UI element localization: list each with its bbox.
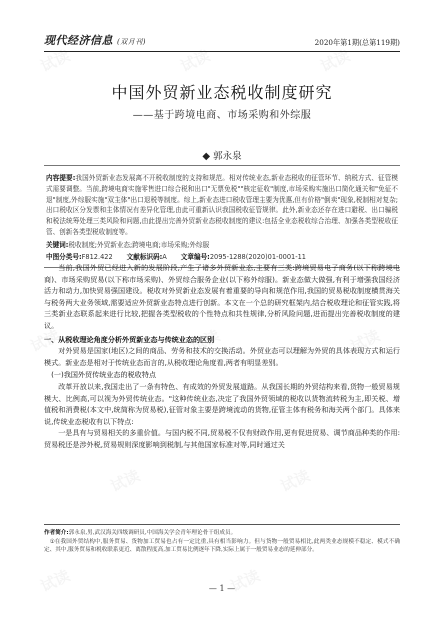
- doc-code-label: 文献标识码:: [126, 252, 163, 261]
- abstract-block: [44, 165, 400, 268]
- journal-name: 现代经济信息: [44, 34, 113, 47]
- footnote-note: ①在我国外贸结构中,服务贸易、货物加工贸易也占有一定比重,具有相当影响力。但与货物一般贸易相比,此两类业态规模不稳定、模式不确定、其中,服务贸易和税收联系更近、离散程度高,加工贸易比例逐年下降,实际上属于一般贸易业态的延伸部分。: [44, 538, 400, 554]
- footnote-block: [44, 524, 400, 555]
- keywords-text: 税收制度;外贸新业态;跨境电商;市场采购;外综服: [68, 240, 210, 249]
- journal-period: (双月刊): [117, 38, 146, 46]
- clc-field: [46, 252, 113, 263]
- running-header: [44, 30, 400, 52]
- clc-value: F812.422: [81, 252, 113, 261]
- article-title: 中国外贸新业态税收制度研究: [111, 83, 333, 102]
- intro-paragraph: 当前,我国外贸已经进入新的发展阶段,产生了诸多外贸新业态,主要有三类:跨境贸易电子商务(以下称跨境电商)、市场采购贸易(以下称市场采购)、外贸综合服务企业(以下称外综服)。新业态做大做强,有利于增强我国经济活力和动力,加快贸易强国建设。税收对外贸新业态发展有着重要的导向和规范作用,我国的贸易税收制度横贯海关与税务两大业务领域,需要适应外贸新业态特点进行创新。本文在一个总的研究框架内,结合税收理论和征管实践,将三类新业态联系起来进行比较,把握各类型税收的个性特点和共性规律,分析风险问题,进而提出完善税收制度的建议。: [44, 263, 400, 330]
- document-page: [44, 0, 400, 620]
- article-body: [44, 262, 400, 451]
- diamond-icon: ◆: [202, 151, 211, 162]
- keywords-line: [46, 240, 398, 251]
- article-id-value: 2095-1288(2020)01-0001-11: [209, 252, 306, 261]
- author-name: 郭永泉: [213, 151, 242, 162]
- abstract-paragraph: [46, 173, 398, 238]
- author-bio: [44, 529, 400, 538]
- body-paragraph: 一是具有与贸易相关的多重价值。与国内税不同,贸易税不仅有财政作用,更有促进贸易、调节商品种类的作用:贸易税还是涉外税,贸易规则深度影响到税制,与其他国家标准对等,同时通过关: [44, 428, 400, 449]
- journal-logo: [44, 32, 146, 48]
- doc-code-field: [127, 252, 167, 263]
- article-subtitle: ——基于跨境电商、市场采购和外综服: [132, 110, 312, 121]
- author-bio-text: 郭永泉,男,武汉海关四级调研员,中国海关学会青年理论骨干组成员。: [68, 530, 237, 536]
- body-paragraph: 改革开放以来,我国走出了一条有特色、有成效的外贸发展道路。从我国长期的外贸结构来看,货物一般贸易规模大、比例高,可以视为外贸传统业态。"这种传统业态,决定了我国外贸领域的税收以货物流转税为主,即关税、增值税和消费税(本文中,统简称为贸易税),征管对象主要是跨境流动的货物,征管主体有税务和海关两个部门。具体来说,传统业态税收有以下特点:: [44, 381, 400, 426]
- article-id-field: [181, 252, 306, 263]
- author-line: [44, 148, 400, 162]
- body-paragraph: 对外贸易是国家(地区)之间的商品、劳务和技术的交换活动。外贸业态可以理解为外贸的具体表现方式和运行模式。新业态是相对于传统业态而言的,从税收理论角度看,两者有明显差别。: [44, 346, 400, 367]
- classification-line: [46, 252, 398, 263]
- article-id-label: 文章编号:: [180, 252, 210, 261]
- doc-code-value: A: [162, 252, 167, 261]
- abstract-label: 内容提要:: [46, 174, 76, 182]
- page-number: — 1 —: [208, 584, 236, 593]
- issue-info: 2020年第1期(总第119期): [314, 38, 400, 47]
- subsection-heading: (一)我国外贸传统业态的税收特点: [51, 370, 156, 380]
- clc-label: 中图分类号:: [46, 252, 82, 261]
- abstract-text: 我国外贸新业态发展离不开税收制度的支持和规范。相对传统业态,新业态税收的征管环节、纳税方式、征管模式需要调整。当前,跨境电商实施零售进口综合税和出口"无票免税""核定征收"制度,市场采购实施出口简化通关和"免征不退"制度,外综服实施"双主体"出口退税等制度。综上,新业态进口税收管理主要为优惠,但有价格"倒卖"现象,税制相对复杂;出口税收区分发票和主体情况有差异化管理,由此可重新认识我国税收征管规律。此外,新业态还存在进口避税、出口骗税和税法统筹处理三类风险和问题,由此提出完善外贸新业态税收制度的建议:包括全业态税收综合治理、加强各类型税收征管、创新各类型税收制度等。: [46, 174, 398, 236]
- author-bio-label: 作者简介:: [44, 530, 69, 536]
- section-heading: 一、从税收理论角度分析外贸新业态与传统业态的区别: [44, 334, 215, 344]
- keywords-label: 关键词:: [46, 240, 69, 249]
